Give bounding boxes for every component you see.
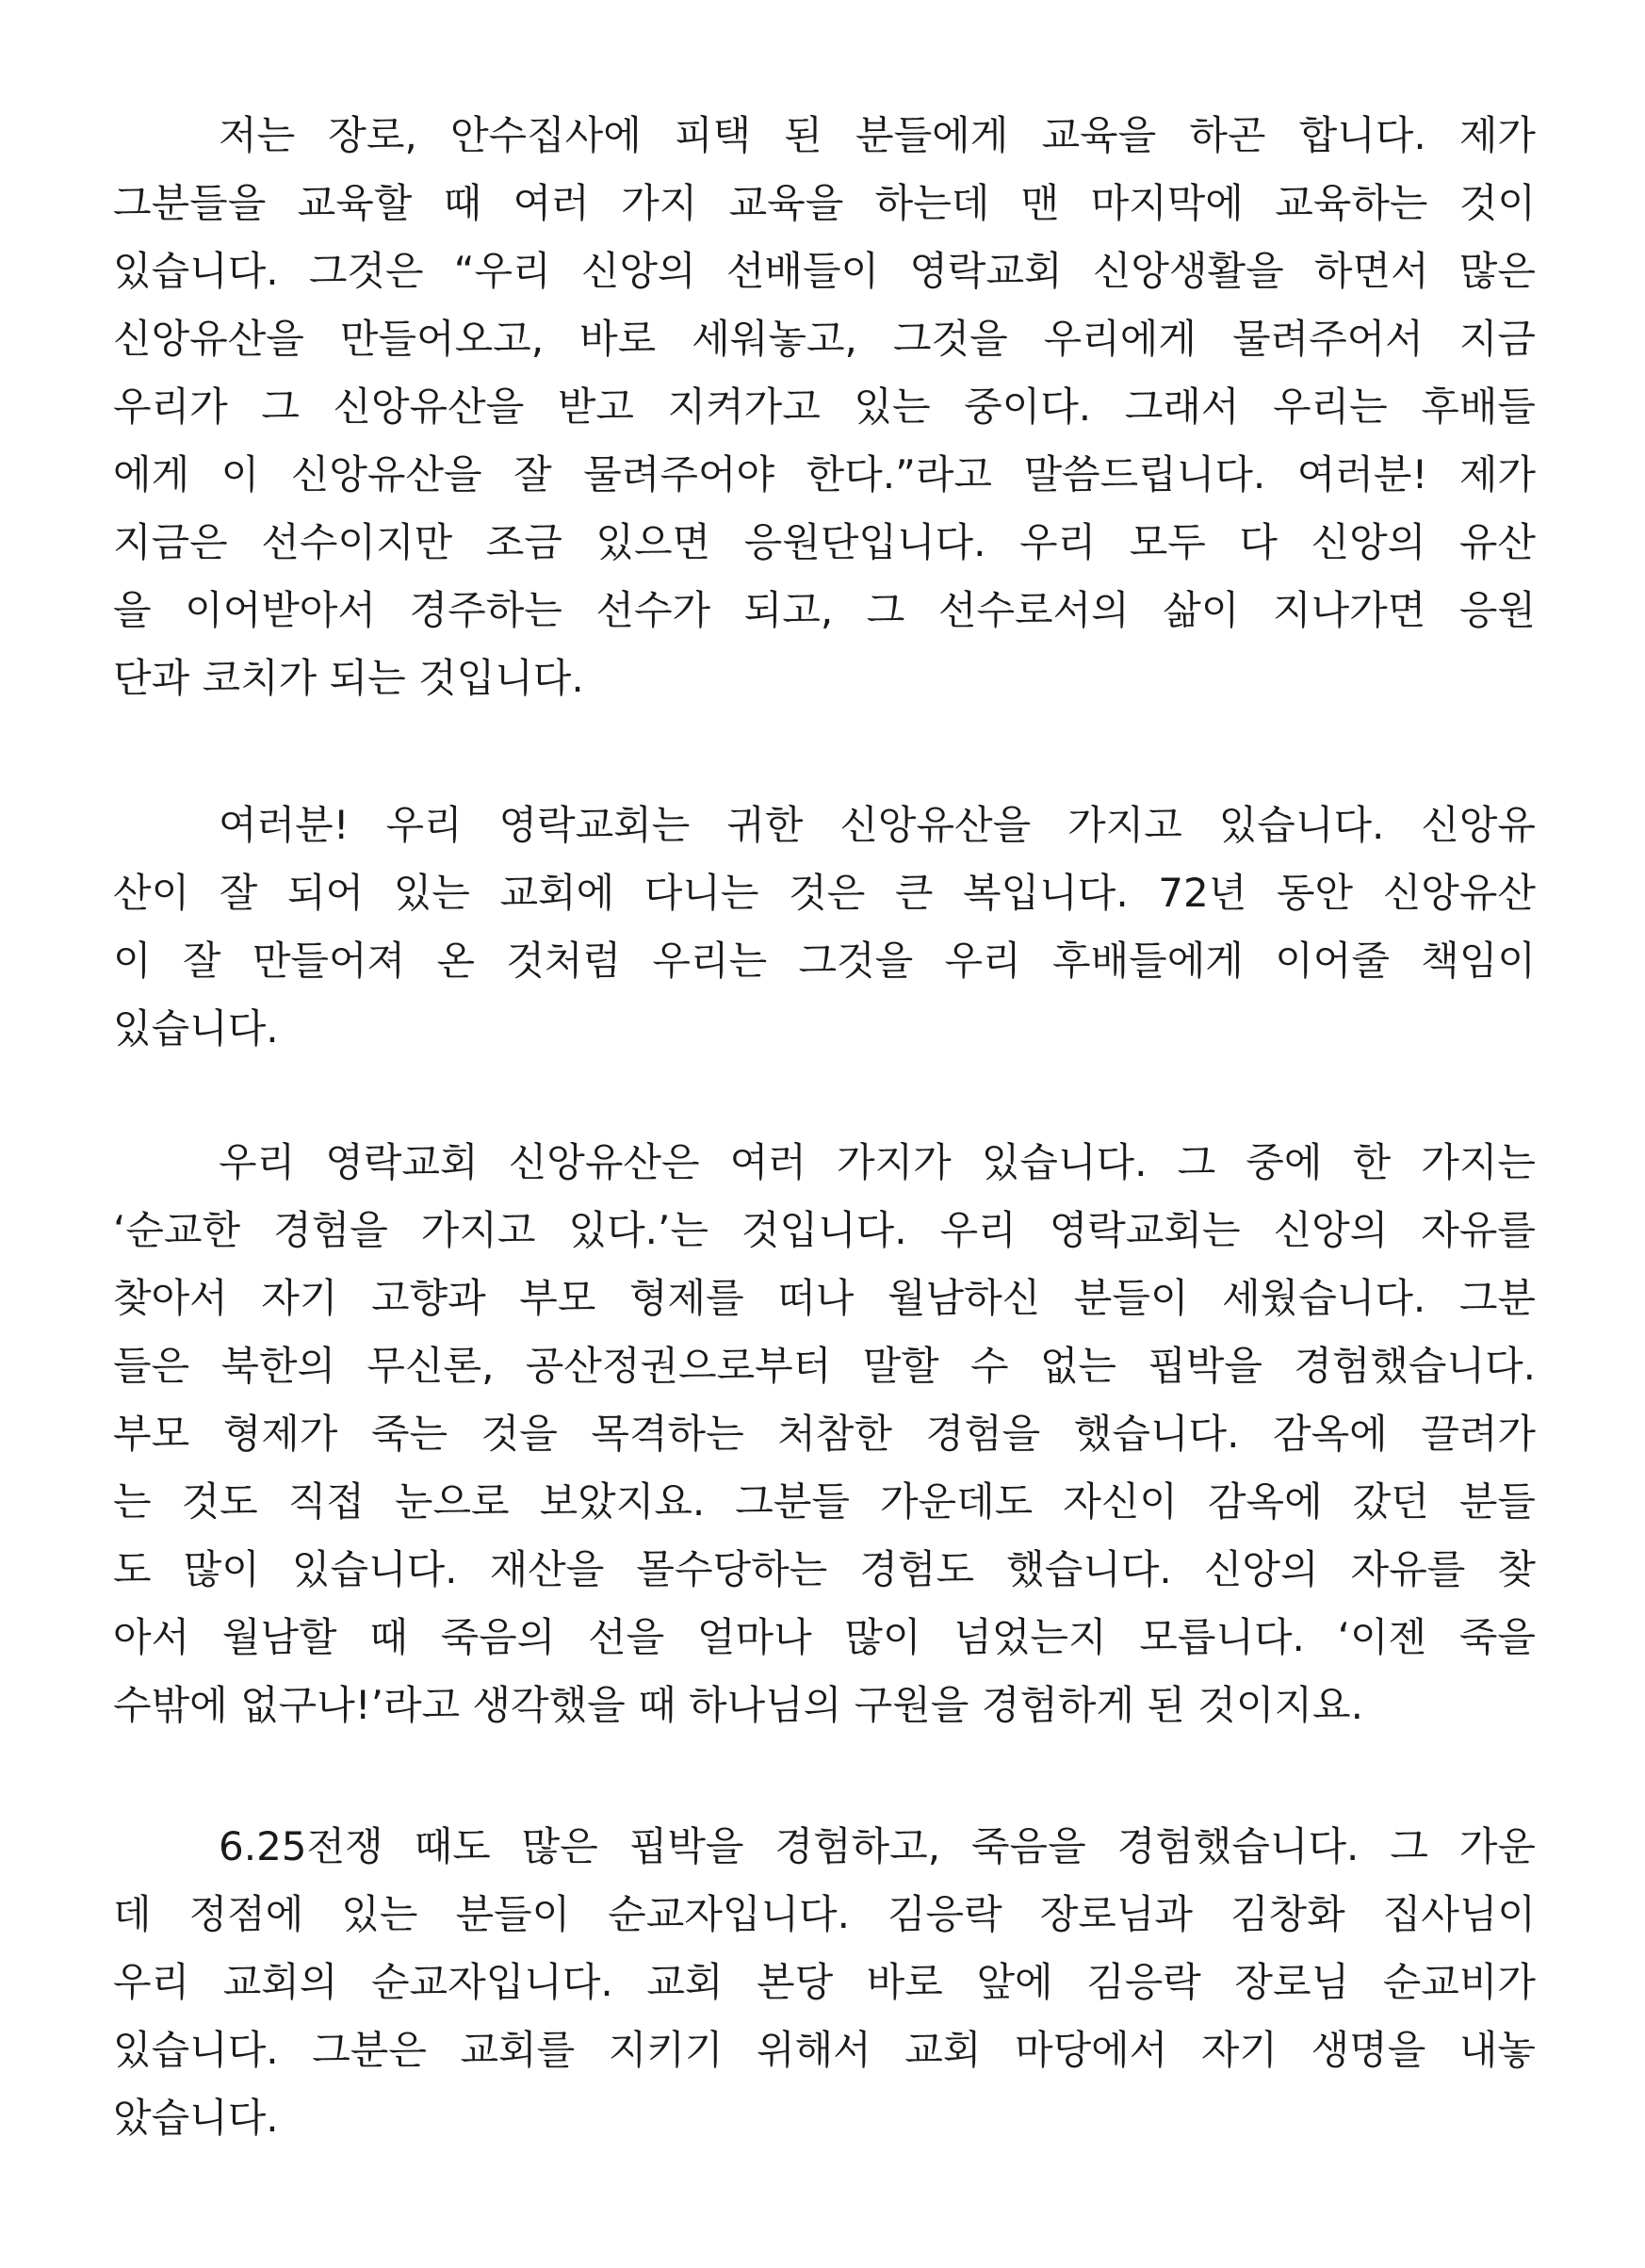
text-line: 는 것도 직접 눈으로 보았지요. 그분들 가운데도 자신이 감옥에 갔던 분들	[113, 1478, 1536, 1525]
text-line: 그분들을 교육할 때 여러 가지 교육을 하는데 맨 마지막에 교육하는 것이	[113, 180, 1536, 226]
text-line: 저는 장로, 안수집사에 피택 된 분들에게 교육을 하곤 합니다. 제가	[219, 112, 1536, 158]
paragraph-3	[113, 1129, 1536, 1739]
text-line: 여러분! 우리 영락교회는 귀한 신앙유산을 가지고 있습니다. 신앙유	[219, 802, 1536, 848]
text-line: 우리가 그 신앙유산을 받고 지켜가고 있는 중이다. 그래서 우리는 후배들	[113, 383, 1536, 430]
text-line: 단과 코치가 되는 것입니다.	[113, 655, 584, 701]
text-line: 수밖에 없구나!’라고 생각했을 때 하나님의 구원을 경험하게 된 것이지요.	[113, 1682, 1363, 1728]
text-line: 우리 영락교회 신앙유산은 여러 가지가 있습니다. 그 중에 한 가지는	[219, 1139, 1536, 1185]
text-line: 있습니다. 그것은 “우리 신앙의 선배들이 영락교회 신앙생활을 하면서 많은	[113, 248, 1536, 294]
text-line: 지금은 선수이지만 조금 있으면 응원단입니다. 우리 모두 다 신앙의 유산	[113, 519, 1536, 565]
text-line: 우리 교회의 순교자입니다. 교회 본당 바로 앞에 김응락 장로님 순교비가	[113, 1959, 1536, 2005]
text-line: 있습니다.	[113, 1005, 279, 1052]
text-line: 아서 월남할 때 죽음의 선을 얼마나 많이 넘었는지 모릅니다. ‘이젠 죽을	[113, 1614, 1536, 1660]
text-line: 있습니다. 그분은 교회를 지키기 위해서 교회 마당에서 자기 생명을 내놓	[113, 2027, 1536, 2073]
text-line: 들은 북한의 무신론, 공산정권으로부터 말할 수 없는 핍박을 경험했습니다.	[113, 1343, 1536, 1389]
text-line: 데 정점에 있는 분들이 순교자입니다. 김응락 장로님과 김창화 집사님이	[113, 1891, 1536, 1937]
text-line: 산이 잘 되어 있는 교회에 다니는 것은 큰 복입니다. 72년 동안 신앙유산	[113, 870, 1536, 916]
text-line: 부모 형제가 죽는 것을 목격하는 처참한 경험을 했습니다. 감옥에 끌려가	[113, 1411, 1536, 1457]
text-line: 도 많이 있습니다. 재산을 몰수당하는 경험도 했습니다. 신앙의 자유를 찾	[113, 1546, 1536, 1592]
text-line: 6.25전쟁 때도 많은 핍박을 경험하고, 죽음을 경험했습니다. 그 가운	[219, 1823, 1536, 1869]
text-line: 찾아서 자기 고향과 부모 형제를 떠나 월남하신 분들이 세웠습니다. 그분	[113, 1275, 1536, 1321]
text-line: 신앙유산을 만들어오고, 바로 세워놓고, 그것을 우리에게 물려주어서 지금	[113, 316, 1536, 362]
text-line: ‘순교한 경험을 가지고 있다.’는 것입니다. 우리 영락교회는 신앙의 자유를	[113, 1207, 1536, 1253]
text-line: 았습니다.	[113, 2095, 279, 2141]
text-line: 이 잘 만들어져 온 것처럼 우리는 그것을 우리 후배들에게 이어줄 책임이	[113, 938, 1536, 984]
paragraph-1	[113, 102, 1536, 712]
paragraph-2	[113, 791, 1536, 1063]
text-line: 에게 이 신앙유산을 잘 물려주어야 한다.”라고 말씀드립니다. 여러분! 제가	[113, 451, 1536, 498]
text-line: 을 이어받아서 경주하는 선수가 되고, 그 선수로서의 삶이 지나가면 응원	[113, 587, 1536, 633]
paragraph-4	[113, 1813, 1536, 2152]
